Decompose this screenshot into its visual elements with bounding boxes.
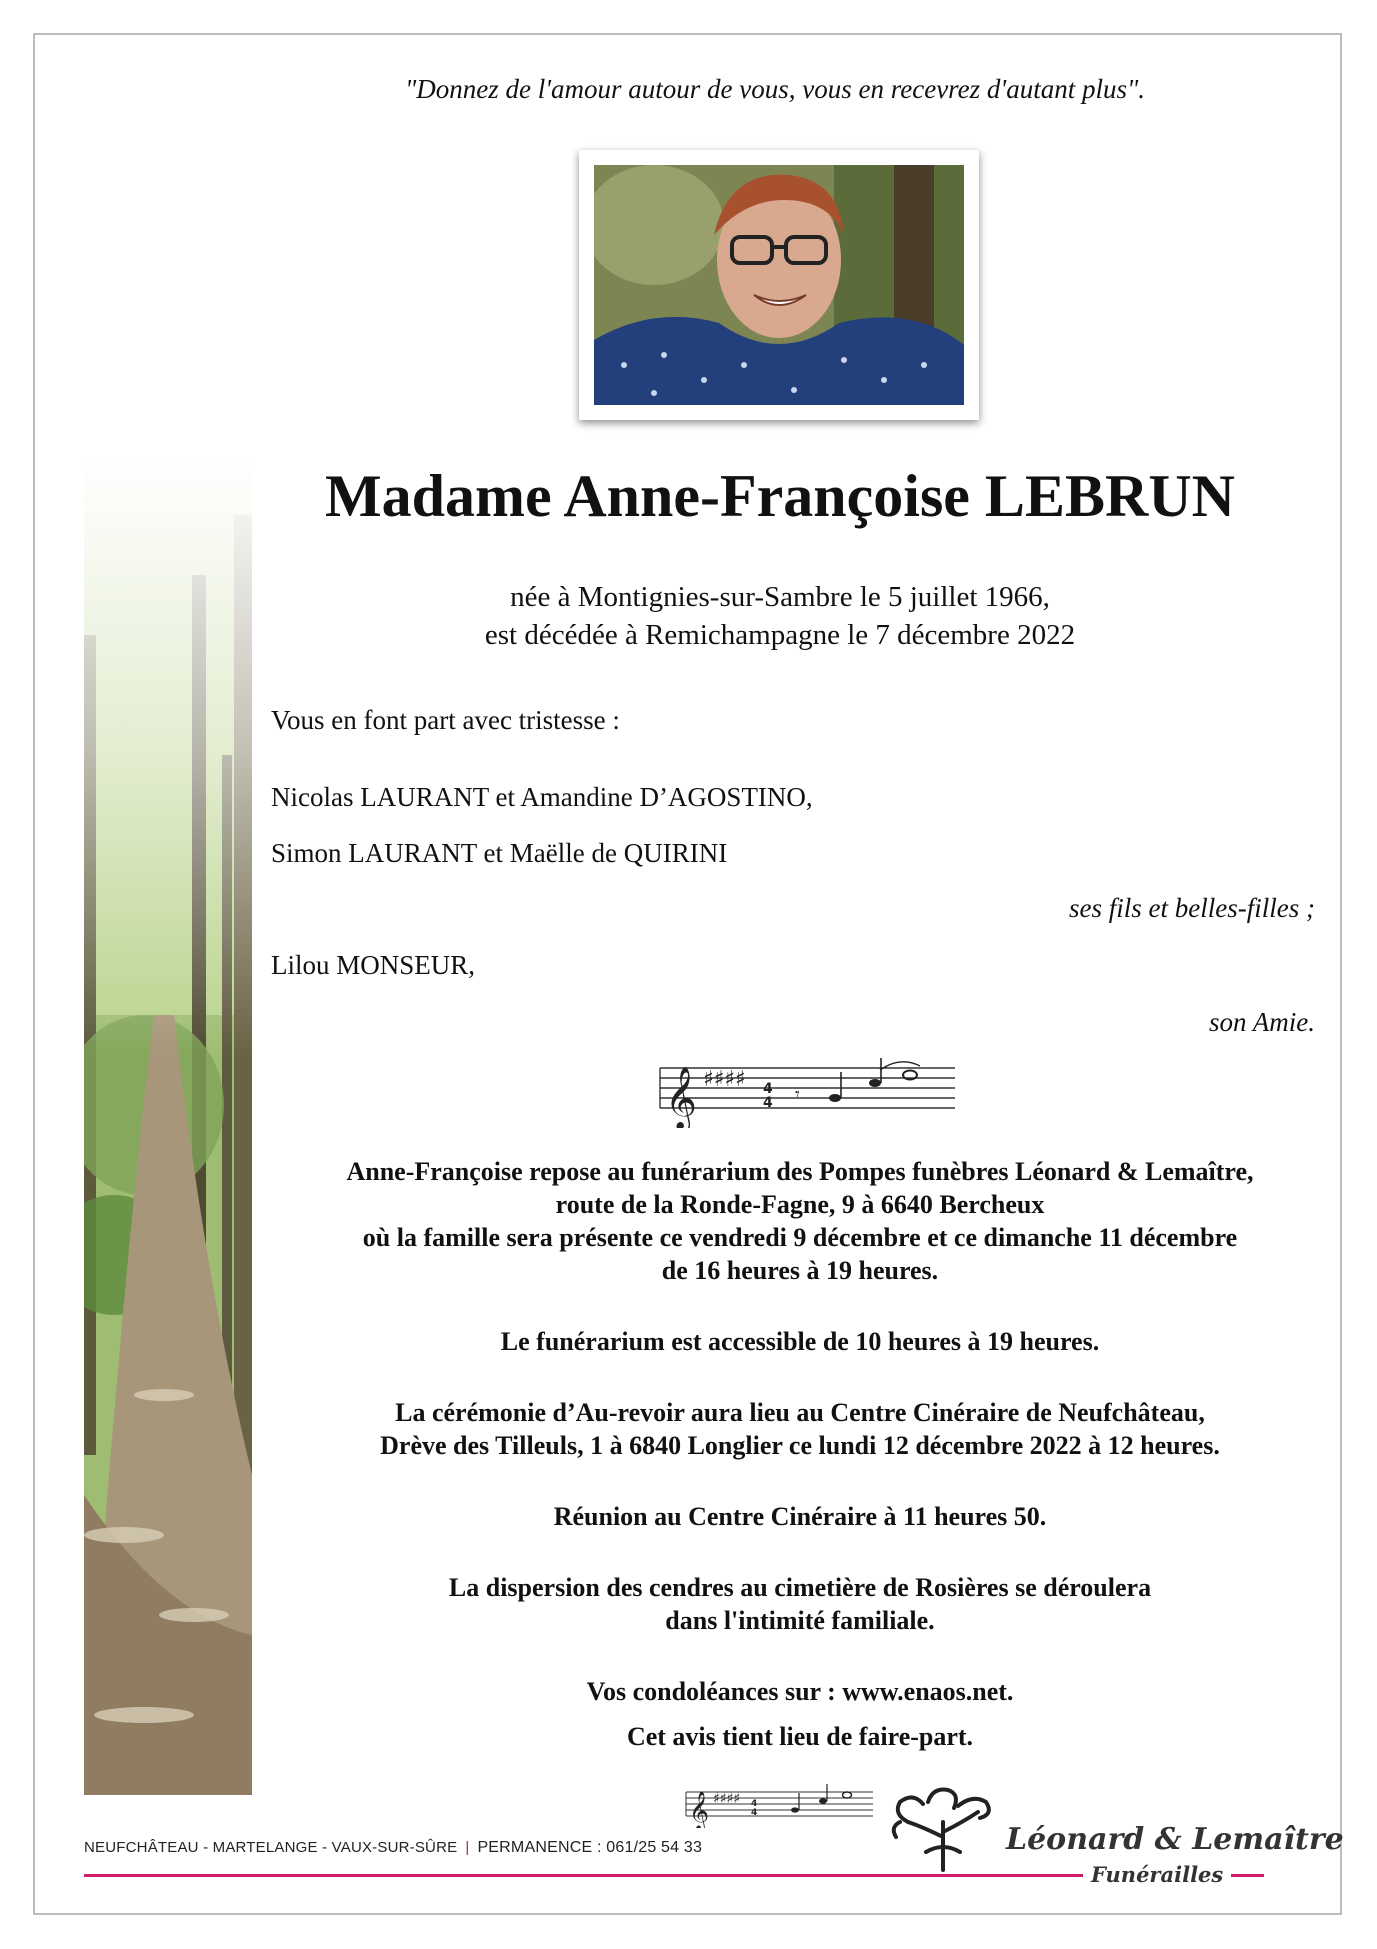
brand-name: Léonard & Lemaître: [1006, 1822, 1344, 1857]
brand-subtitle: Funérailles: [1083, 1862, 1231, 1887]
birth-death-info: [260, 578, 1300, 654]
footer-contact: [84, 1839, 702, 1857]
svg-text:𝄞: 𝄞: [689, 1791, 710, 1828]
epigraph-quote: "Donnez de l'amour autour de vous, vous en recevrez d'autant plus".: [404, 74, 1146, 104]
birth-line: née à Montignies-sur-Sambre le 5 juillet 1966,: [510, 581, 1050, 613]
svg-text:𝄾: 𝄾: [795, 1084, 800, 1105]
announcement-intro: Vous en font part avec tristesse :: [271, 705, 620, 735]
ceremony-details: [250, 1155, 1350, 1791]
condolences-info: Vos condoléances sur : www.enaos.net.: [586, 1677, 1014, 1706]
svg-text:4: 4: [763, 1095, 773, 1111]
svg-text:♯♯♯♯: ♯♯♯♯: [713, 1791, 741, 1807]
footer-locations: NEUFCHÂTEAU - MARTELANGE - VAUX-SUR-SÛRE: [84, 1839, 458, 1856]
death-line: est décédée à Remichampagne le 7 décembre 2022: [484, 619, 1076, 651]
family-line: Simon LAURANT et Maëlle de QUIRINI: [271, 838, 728, 868]
music-staff-icon: [683, 1778, 873, 1833]
svg-text:4: 4: [751, 1799, 758, 1809]
svg-text:𝄞: 𝄞: [665, 1066, 697, 1128]
svg-text:♯♯♯♯: ♯♯♯♯: [703, 1067, 746, 1092]
funerarium-info: Anne-Françoise repose au funérarium des Pompes funèbres Léonard & Lemaître, route de la Ronde-Fagne, 9 à 6640 Bercheux où la famille sera présente ce vendredi 9 décembre et ce dimanche 11 décembre de 16 heures à 19 heures.: [346, 1157, 1254, 1285]
ceremony-info: La cérémonie d’Au-revoir aura lieu au Centre Cinéraire de Neufchâteau, Drève des Tilleuls, 1 à 6840 Longlier ce lundi 12 décembre 2022 à 12 heures.: [380, 1398, 1220, 1460]
funerarium-hours: Le funérarium est accessible de 10 heures à 19 heures.: [500, 1327, 1100, 1356]
faire-part-note: Cet avis tient lieu de faire-part.: [626, 1722, 974, 1751]
music-staff-icon: [655, 1048, 955, 1133]
family-line: Nicolas LAURANT et Amandine D’AGOSTINO,: [271, 782, 813, 812]
relation-label: son Amie.: [1209, 1007, 1315, 1037]
footer-permanence: PERMANENCE : 061/25 54 33: [477, 1839, 703, 1856]
portrait-photo: [579, 150, 979, 420]
deceased-name: Madame Anne-Françoise LEBRUN: [325, 463, 1235, 529]
footer-separator: |: [465, 1839, 470, 1856]
family-line: Lilou MONSEUR,: [271, 950, 476, 980]
relation-label: ses fils et belles-filles ;: [1069, 893, 1315, 923]
svg-text:4: 4: [751, 1808, 758, 1818]
tree-logo-icon: [888, 1782, 998, 1877]
dispersion-info: La dispersion des cendres au cimetière de Rosières se déroulera dans l'intimité familiale.: [448, 1573, 1152, 1635]
svg-text:4: 4: [763, 1081, 773, 1097]
forest-path-image: [84, 455, 252, 1795]
reunion-info: Réunion au Centre Cinéraire à 11 heures 50.: [553, 1502, 1047, 1531]
